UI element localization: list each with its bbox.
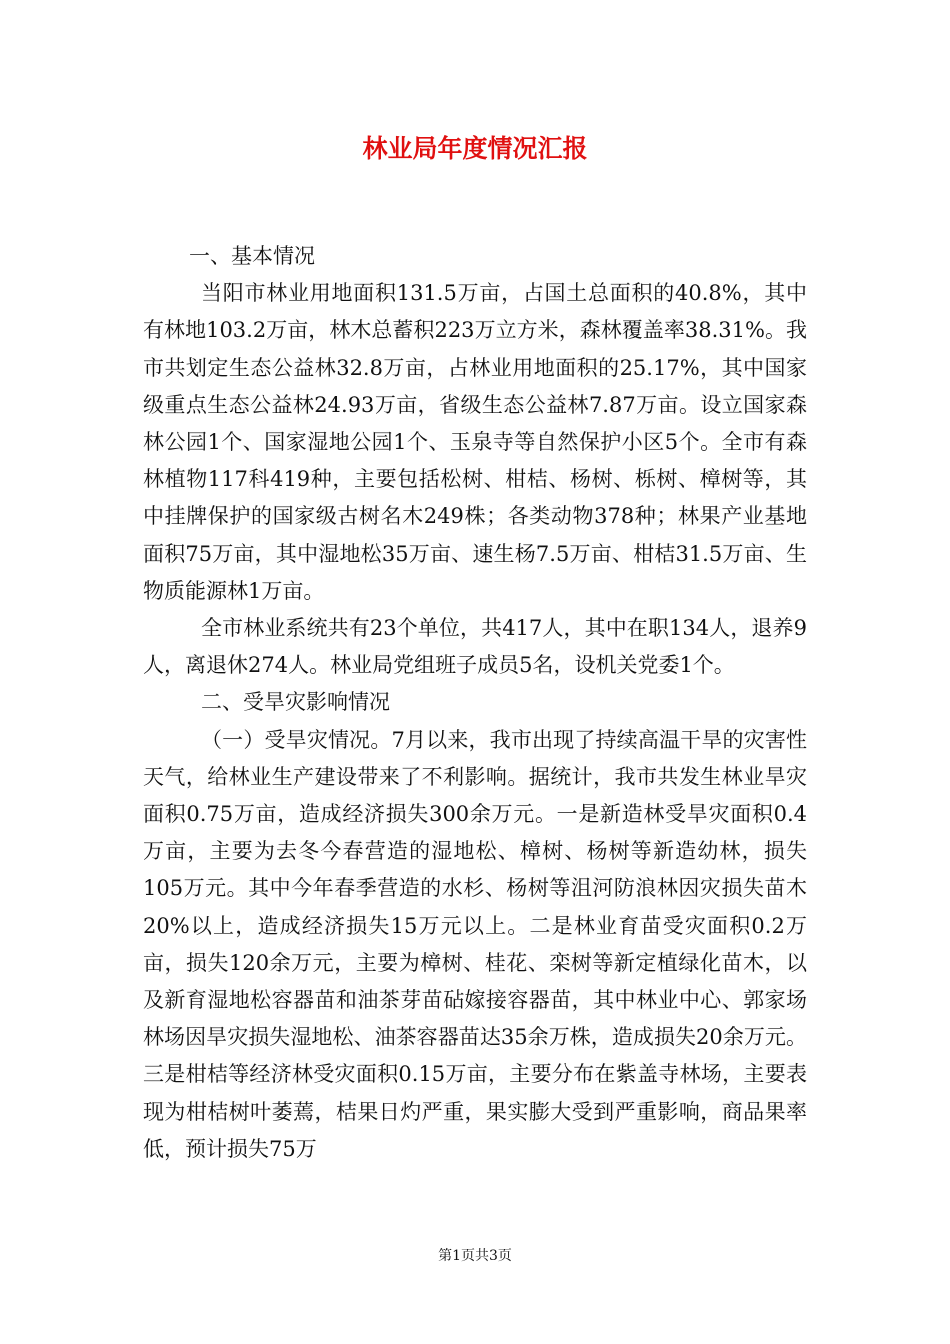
section-heading-drought: 二、受旱灾影响情况 [201, 690, 390, 715]
document-title: 林业局年度情况汇报 [362, 134, 588, 163]
paragraph-drought-damage: （一）受旱灾情况。7月以来，我市出现了持续高温干旱的灾害性天气，给林业生产建设带来了不利影响。据统计，我市共发生林业旱灾面积0.75万亩，造成经济损失300余万元。一是新造林受旱灾面积0.4万亩，主要为去冬今春营造的湿地松、樟树、杨树等新造幼林，损失105万元。其中今年春季营造的水杉、杨树等沮河防浪林因灾损失苗木20%以上，造成经济损失15万元以上。二是林业育苗受灾面积0.2万亩，损失120余万元，主要为樟树、桂花、栾树等新定植绿化苗木，以及新育湿地松容器苗和油茶芽苗砧嫁接容器苗，其中林业中心、郭家场林场因旱灾损失湿地松、油茶容器苗达35余万株，造成损失20余万元。三是柑桔等经济林受灾面积0.15万亩，主要分布在紫盖寺林场，主要表现为柑桔树叶萎蔫，桔果日灼严重，果实膨大受到严重影响，商品果率低，预计损失75万 [143, 727, 807, 1161]
document-body [143, 238, 807, 1168]
paragraph-staff: 全市林业系统共有23个单位，共417人，其中在职134人，退养9人，离退休274人。林业局党组班子成员5名，设机关党委1个。 [143, 616, 807, 678]
paragraph-basic-overview: 当阳市林业用地面积131.5万亩，占国土总面积的40.8%，其中有林地103.2万亩，林木总蓄积223万立方米，森林覆盖率38.31%。我市共划定生态公益林32.8万亩，占林业用地面积的25.17%，其中国家级重点生态公益林24.93万亩，省级生态公益林7.87万亩。设立国家森林公园1个、国家湿地公园1个、玉泉寺等自然保护小区5个。全市有森林植物117科419种，主要包括松树、柑桔、杨树、栎树、樟树等，其中挂牌保护的国家级古树名木249株；各类动物378种；林果产业基地面积75万亩，其中湿地松35万亩、速生杨7.5万亩、柑桔31.5万亩、生物质能源林1万亩。 [143, 281, 807, 603]
section-heading-basic: 一、基本情况 [189, 244, 315, 268]
page-footer: 第1页共3页 [438, 1248, 512, 1264]
